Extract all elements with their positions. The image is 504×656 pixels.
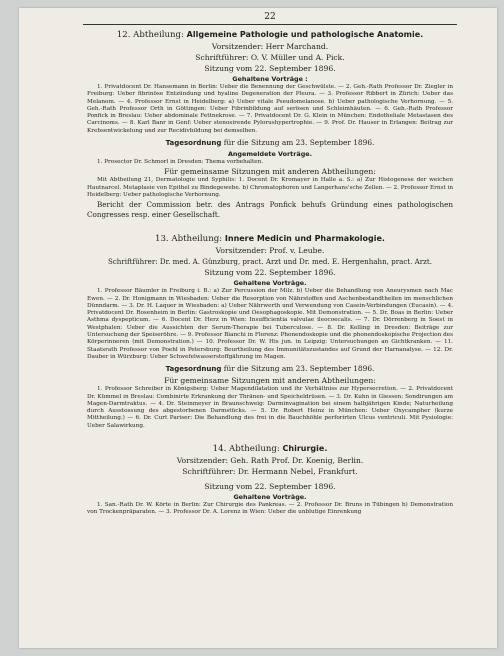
section-12-agenda <box>87 137 453 149</box>
section-13-title <box>87 233 453 245</box>
section-12-secretaries: Schriftführer: O. V. Müller und A. Pick. <box>195 53 345 62</box>
header-rule <box>83 24 457 25</box>
section-13-agenda <box>87 363 453 375</box>
section-14-chair: Vorsitzender: Geh. Rath Prof. Dr. Koenig, Berlin. <box>176 456 364 466</box>
section-12-talks: 1. Privatdocent Dr. Hansemann in Berlin: Ueber die Benennung der Geschwülste. — 2. Geh.-Rath Professor Dr. Ziegler in Freiburg: Ueber fibrinöse Entzündung und hyaline Degeneration der Pleura. — 3. Professor Ribbert in Zürich: Ueber das Melanom. — 4. Professor Ernst in Heidelberg: a) Ueber vitale Pseudomelanose. b) Ueber pathologische Verhornung. — 5. Geh.-Rath Professor Orth in Göttingen: Ueber Fibrinbildung auf serösen und Schleimhäuten. — 6. Geh.-Rath Professor Ponfick in Breslau: Ueber abdominale Fettnekrose. — 7. Privatdocent Dr. G. Klein in München: Endotheliale Metastasen des Carcinoms. — 8. Karl Banr in Genf: Ueber stenosirende Pylorushypertrophie. — 9. Prof. Dr. Hauser in Erlangen: Beitrag zur Krebsentwickelung und zur Recidivbildung bei demselben. <box>87 84 453 134</box>
section-12-chair: Vorsitzender: Herr Marchand. <box>211 42 329 51</box>
section-12-session-date: Sitzung vom 22. September 1896. <box>204 64 336 73</box>
section-13-agenda-label: Tagesordnung <box>165 365 222 374</box>
section-12-name: Allgemeine Pathologie und pathologische Anatomie. <box>186 30 424 39</box>
section-14-title <box>87 443 453 455</box>
section-14-talks: 1. San.-Rath Dr. W. Körte in Berlin: Zur Chirurgie des Pankreas. — 2. Professor Dr. Bruns in Tübingen b) Demonstration von Trockenpräparaten. — 3. Professor Dr. A. Lorenz in Wien: Ueber die unblutige Einrenkung <box>87 502 453 516</box>
section-12-talks-heading: Gehaltene Vorträge : <box>232 75 308 83</box>
section-13-talks: 1. Professor Bäumler in Freiburg i. B.: a) Zur Percussion der Milz. b) Ueber die Behandlung von Aneurysmen nach Mac Ewen. — 2. Dr. Honigmann in Wiesbaden: Ueber die Resorption von Nährstoffen und Aschenbestandtheilen im menschlichen Dünndarm. — 3. Dr. H. Laquer in Wiesbaden: a) Ueber Nährwerth und Verwendung von Casein-Verbindungen (Eucasin). — 4. Privatdocent Dr. Rosenheim in Berlin: Gastroskopie und Oesophagoskopie. Mit Demonstration. — 5. Dr. Boas in Berlin: Ueber Asthma dyspepticum. — 6. Docent Dr. Herz in Wien: Insufficientia valvulae ileocoecalis. — 7. Dr. Dörrenberg in Soest in Westphalen: Ueber die Aussichten der Serum-Therapie bei Tuberculose. — 8. Dr. Kelling in Dresden: Beiträge zur Untersuchung der Speiseröhre. — 9. Professor Bianchi in Florenz: Phonendoskopie und die phonendoskopische Projection des Körperinneren (mit Demonstration.) — 10. Professor Dr. W. His jun. in Leipzig: Untersuchungen an Gichtkranken. — 11. Staatsrath Professor von Poehl in Petersburg: Beurtheilung des Immunitätszustandes auf Grund der Harnanalyse. — 12. Dr. Dauber in Würzburg: Ueber Schwefelwasserstoffgährung im Magen. <box>87 288 453 360</box>
section-12-announced-heading: Angemeldete Vorträge. <box>227 150 313 159</box>
section-14-talks-heading: Gehaltene Vorträge. <box>233 493 307 502</box>
page-content <box>87 12 453 517</box>
spacer <box>87 430 453 440</box>
section-13-joint-heading: Für gemeinsame Sitzungen mit anderen Abtheilungen: <box>164 376 376 386</box>
section-14-prefix: 14. Abtheilung: <box>212 444 280 455</box>
section-13-prefix: 13. Abtheilung: <box>155 234 223 245</box>
section-14-name: Chirurgie. <box>282 444 328 454</box>
section-13-chair: Vorsitzender: Prof. v. Leube. <box>215 246 325 256</box>
page-number: 22 <box>264 12 276 22</box>
section-12-agenda-date: für die Sitzung am 23. September 1896. <box>223 138 375 148</box>
section-12-prefix: 12. Abtheilung: <box>116 30 184 40</box>
section-12-announced: 1. Prosector Dr. Schmorl in Dresden: Thema vorbehalten. <box>97 159 264 166</box>
section-13-session-date: Sitzung vom 22. September 1896. <box>204 268 336 278</box>
section-13-secretaries: Schriftführer: Dr. med. A. Günzburg, pract. Arzt und Dr. med. E. Hergenhahn, pract. Arzt. <box>107 257 433 267</box>
section-13-agenda-date: für die Sitzung am 23. September 1896. <box>223 364 375 374</box>
section-14-session-date: Sitzung vom 22. September 1896. <box>204 482 336 492</box>
section-12-title <box>87 29 453 41</box>
section-12-joint-heading: Für gemeinsame Sitzungen mit anderen Abtheilungen: <box>164 167 376 177</box>
section-12-agenda-label: Tagesordnung <box>165 139 222 148</box>
section-13-joint: 1. Professor Schreiber in Königsberg: Ueber Magendilatation und ihr Verhältniss zur Hypersecretion. — 2. Privatdocent Dr. Kümmel in Breslau: Combinirte Erkrankung der Thränen- und Speicheldrüsen. — 3. Dr. Kuhn in Giessen: Sondirungen am Magen-Darmtraktus. — 4. Dr. Steinmeyer in Braunschweig: Darminvagination bei einem halbjährigen Kinde; Naturheilung durch Ausstossung des abgestorbenen Darmstücks. — 5. Dr. Robert Heinz in München: Ueber Oxycampher (kurze Mittheilung.) — 6. Dr. Curt Pariser: Die Behandlung des frei in die Bauchhöhle perforirten Ulcus ventriculi. Mit Pysiologie: Ueber Salawirkung. <box>87 386 453 429</box>
section-14-secretaries: Schriftführer: Dr. Hermann Nebel, Frankfurt. <box>182 467 358 477</box>
spacer <box>87 220 453 230</box>
section-13-name: Innere Medicin und Pharmakologie. <box>224 234 385 244</box>
section-12-report: Bericht der Commission betr. des Antrags Ponfick behufs Gründung eines pathologischen Congresses resp. einer Gesellschaft. <box>87 200 453 220</box>
document-page <box>19 8 497 648</box>
section-13-talks-heading: Gehaltene Vorträge. <box>233 279 307 288</box>
section-12-joint: Mit Abtheilung 21, Dermatologie und Syphilis: 1. Docent Dr. Kromayer in Halle a. S.: a) Zur Histogenese der weichen Hautnarcel. Metaplasie von Epithel zu Bindegewebe. b) Chromatophoren und Langerhans'sche Zellen. — 2. Professor Ernst in Heidelberg: Ueber pathologische Verhornung. <box>87 177 454 198</box>
